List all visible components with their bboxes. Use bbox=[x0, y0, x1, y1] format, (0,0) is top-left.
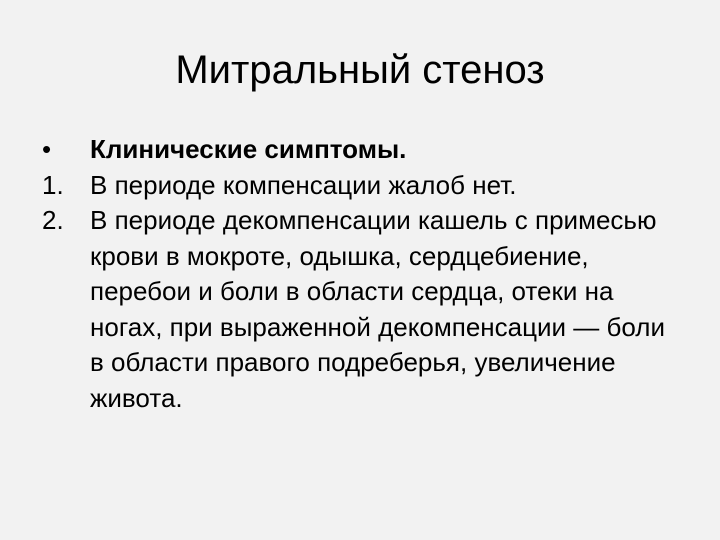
slide-title: Митральный стеноз bbox=[175, 48, 545, 92]
list-item-2 bbox=[42, 203, 682, 416]
bullet-item bbox=[42, 132, 682, 168]
list-number-1: 1. bbox=[42, 169, 64, 200]
slide-body bbox=[42, 132, 682, 416]
bullet-marker: • bbox=[42, 134, 52, 164]
list-text-1: В периоде компенсации жалоб нет. bbox=[90, 169, 517, 200]
list-text-2: В периоде декомпенсации кашель с примесью крови в мокроте, одышка, сердцебиение, перебои и боли в области сердца, отеки на ногах, при выраженной декомпенсации — боли в области правого подреберья, увеличение живота. bbox=[90, 205, 665, 413]
list-item-1 bbox=[42, 168, 682, 204]
bullet-text: Клинические симптомы. bbox=[90, 134, 407, 164]
list-number-2: 2. bbox=[42, 205, 64, 235]
